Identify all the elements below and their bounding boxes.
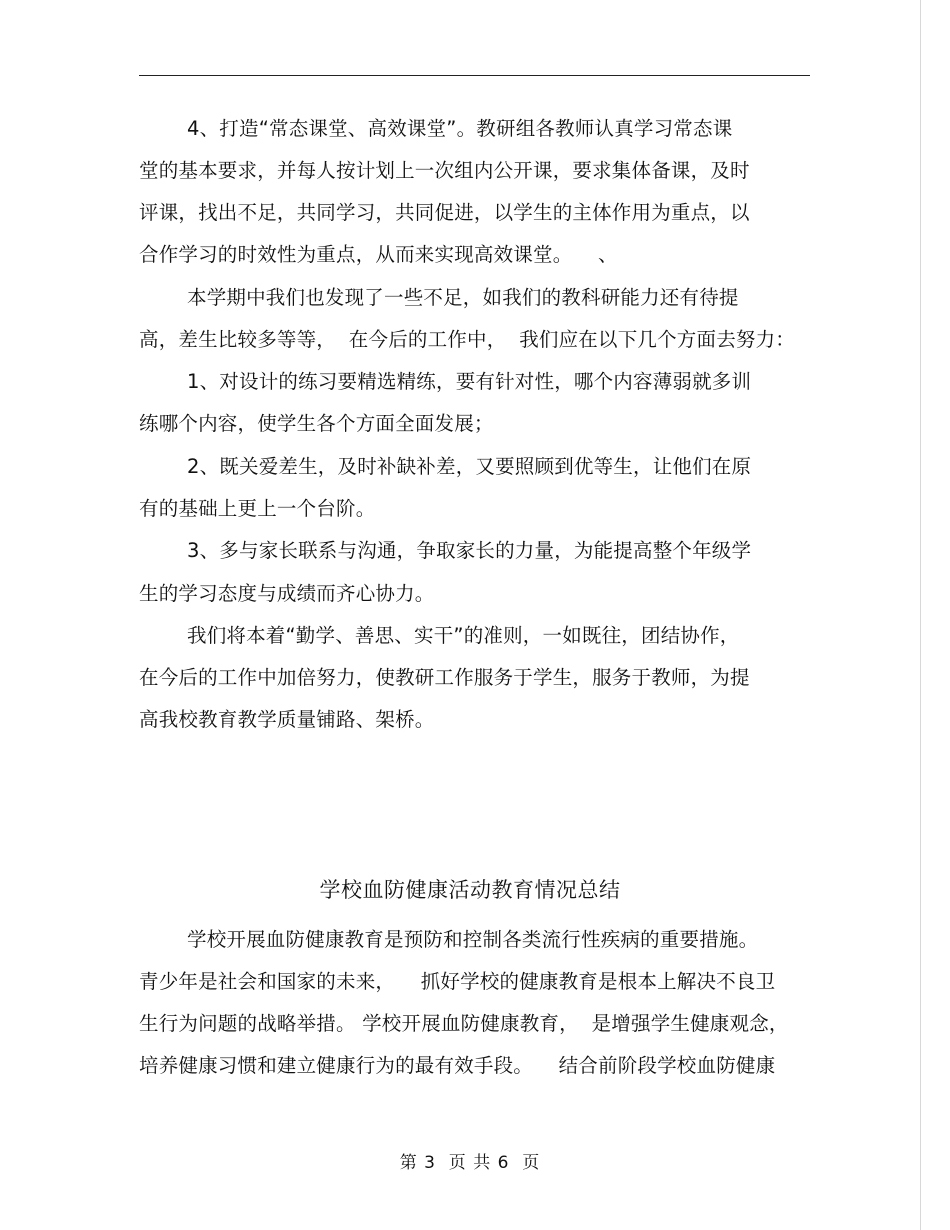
paragraph-line: 2、既关爱差生，及时补缺补差，又要照顾到优等生，让他们在原 (187, 455, 752, 478)
paragraph-line: 高，差生比较多等等， 在今后的工作中， 我们应在以下几个方面去努力： (139, 328, 795, 351)
paragraph-line: 生行为问题的战略举措。 学校开展血防健康教育， 是增强学生健康观念， (139, 1012, 789, 1035)
paragraph-line: 合作学习的时效性为重点，从而来实现高效课堂。 、 (139, 243, 618, 266)
paragraph-line: 1、对设计的练习要精选精练，要有针对性，哪个内容薄弱就多训 (187, 370, 752, 393)
paragraph-line: 练哪个内容，使学生各个方面全面发展； (139, 412, 494, 435)
page-number: 第 3 页 共 6 页 (399, 1153, 541, 1173)
paragraph-line: 4、打造“常态课堂、高效课堂”。教研组各教师认真学习常态课 (187, 117, 733, 140)
paragraph-line: 本学期中我们也发现了一些不足，如我们的教科研能力还有待提 (187, 286, 739, 309)
paragraph-line: 3、多与家长联系与沟通，争取家长的力量，为能提高整个年级学 (187, 539, 752, 562)
paragraph-line: 高我校教育教学质量铺路、架桥。 (139, 708, 435, 731)
paragraph-line: 堂的基本要求，并每人按计划上一次组内公开课，要求集体备课，及时 (139, 159, 750, 182)
paragraph-line: 评课，找出不足，共同学习，共同促进，以学生的主体作用为重点，以 (139, 201, 750, 224)
paragraph-line: 生的学习态度与成绩而齐心协力。 (139, 582, 435, 605)
page-edge (920, 0, 921, 1230)
paragraph-line: 青少年是社会和国家的未来， 抓好学校的健康教育是根本上解决不良卫 (139, 970, 776, 993)
header-rule (139, 75, 810, 76)
paragraph-line: 有的基础上更上一个台阶。 (139, 497, 376, 520)
paragraph-line: 我们将本着“勤学、善思、实干”的准则，一如既往，团结协作， (187, 624, 740, 647)
paragraph-line: 培养健康习惯和建立健康行为的最有效手段。 结合前阶段学校血防健康 (139, 1054, 776, 1077)
section-title: 学校血防健康活动教育情况总结 (319, 878, 621, 902)
paragraph-line: 学校开展血防健康教育是预防和控制各类流行性疾病的重要措施。 (187, 928, 759, 951)
paragraph-line: 在今后的工作中加倍努力，使教研工作服务于学生，服务于教师，为提 (139, 666, 750, 689)
